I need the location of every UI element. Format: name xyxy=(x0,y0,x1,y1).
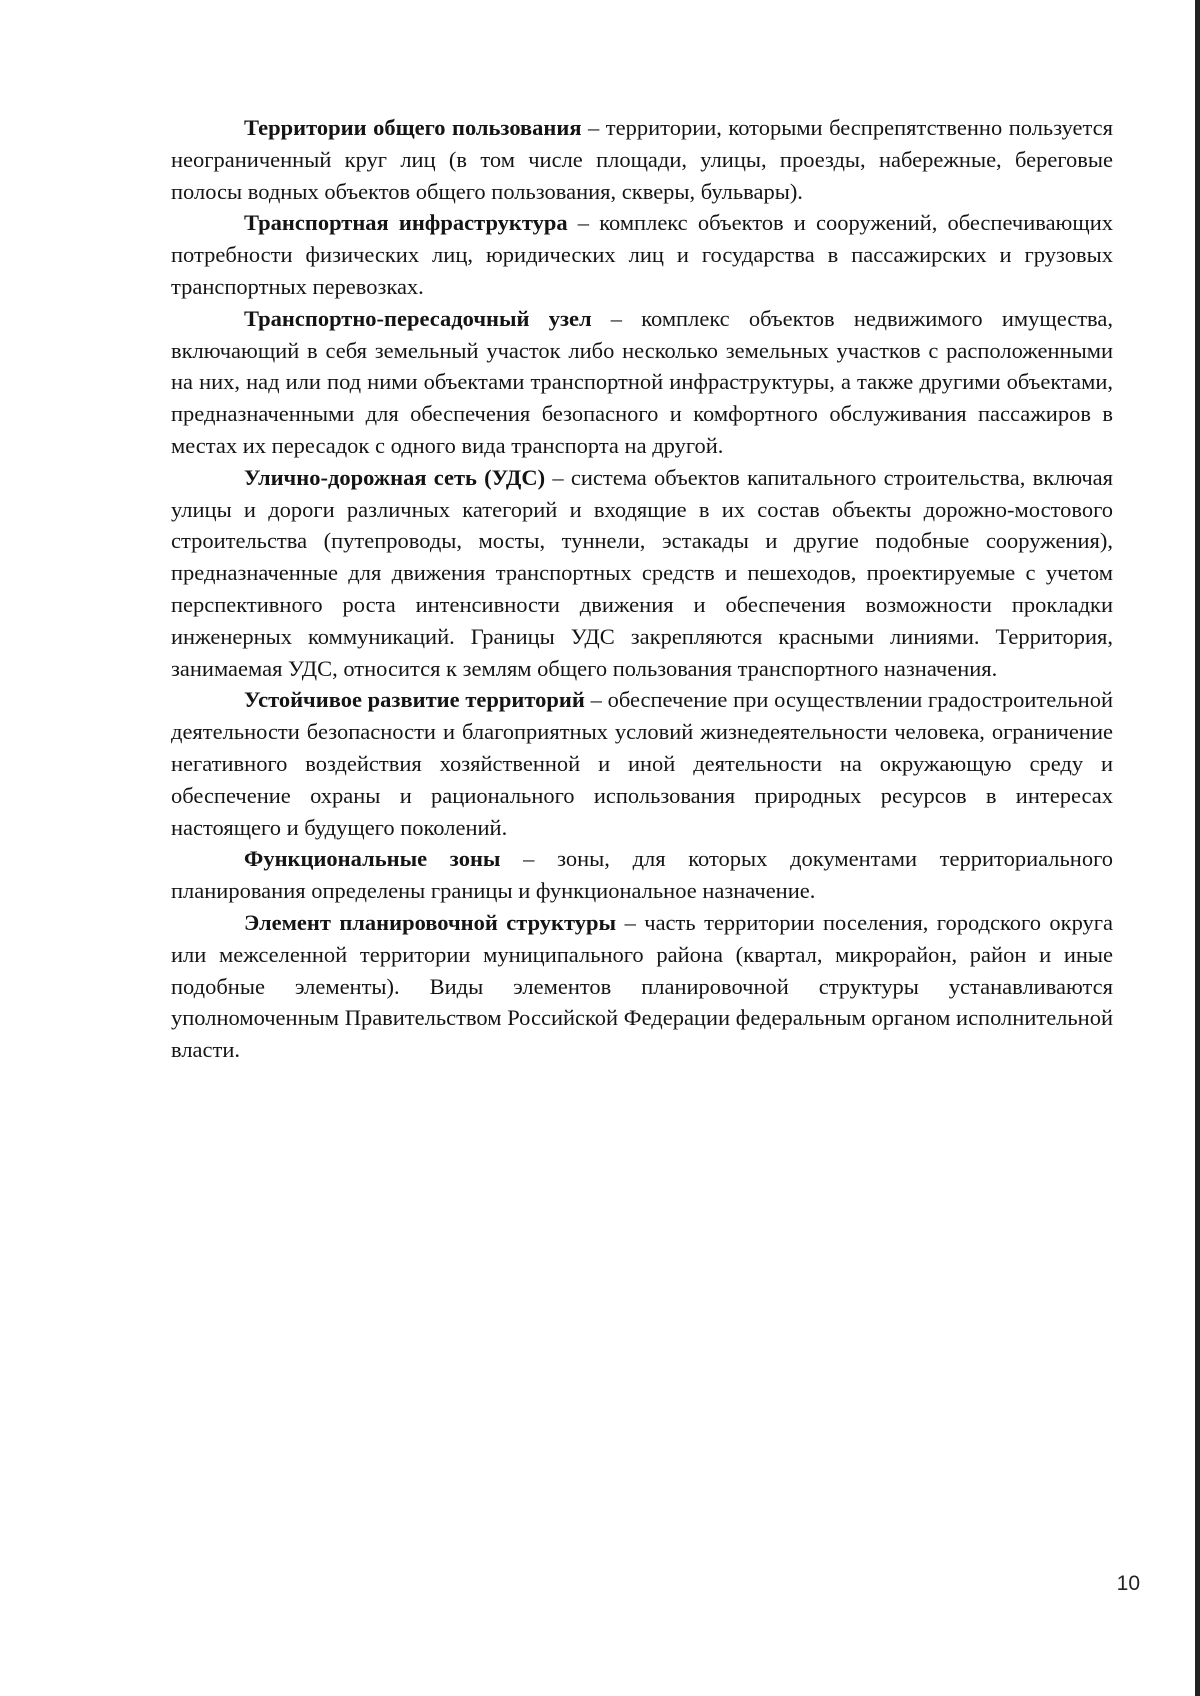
definition-term: Элемент планировочной структуры xyxy=(244,909,617,935)
document-body xyxy=(171,112,1113,1066)
definition-paragraph xyxy=(171,843,1113,907)
page-edge-border xyxy=(1195,0,1200,1696)
definition-text: – комплекс объектов недвижимого имущества, включающий в себя земельный участок либо несколько земельных участков с расположенными на них, над или под ними объектами транспортной инфраструктуры, а также другими объектами, предназначенными для обеспечения безопасного и комфортного обслуживания пассажиров в местах их пересадок с одного вида транспорта на другой. xyxy=(171,305,1113,458)
page-number: 10 xyxy=(1116,1572,1140,1595)
definition-text: – территории, которыми беспрепятственно пользуется неограниченный круг лиц (в том числе площади, улицы, проезды, набережные, береговые полосы водных объектов общего пользования, скверы, бульвары). xyxy=(171,115,1113,204)
definition-term: Устойчивое развитие территорий xyxy=(244,687,585,713)
definition-term: Транспортная инфраструктура xyxy=(244,210,568,236)
definition-text: – комплекс объектов и сооружений, обеспечивающих потребности физических лиц, юридических лиц и государства в пассажирских и грузовых транспортных перевозках. xyxy=(171,210,1113,299)
definition-text: – система объектов капитального строительства, включая улицы и дороги различных категорий и входящие в их состав объекты дорожно-мостового строительства (путепроводы, мосты, туннели, эстакады и другие подобные сооружения), предназначенные для движения транспортных средств и пешеходов, проектируемые с учетом перспективного роста интенсивности движения и обеспечения возможности прокладки инженерных коммуникаций. Границы УДС закрепляются красными линиями. Территория, занимаемая УДС, относится к землям общего пользования транспортного назначения. xyxy=(171,464,1113,681)
definition-paragraph xyxy=(171,207,1113,302)
definition-text: – часть территории поселения, городского округа или межселенной территории муниципального района (квартал, микрорайон, район и иные подобные элементы). Виды элементов планировочной структуры устанавливаются уполномоченным Правительством Российской Федерации федеральным органом исполнительной власти. xyxy=(171,909,1114,1063)
definition-text: – обеспечение при осуществлении градостроительной деятельности безопасности и благоприятных условий жизнедеятельности человека, ограничение негативного воздействия хозяйственной и иной деятельности на окружающую среду и обеспечение охраны и рационального использования природных ресурсов в интересах настоящего и будущего поколений. xyxy=(171,687,1114,840)
definition-paragraph xyxy=(171,462,1113,685)
definition-term: Транспортно-пересадочный узел xyxy=(244,305,592,331)
definition-paragraph xyxy=(171,907,1113,1066)
definition-text: – зоны, для которых документами территориального планирования определены границы и функциональное назначение. xyxy=(171,846,1113,904)
definition-paragraph xyxy=(171,684,1113,843)
definition-term: Территории общего пользования xyxy=(244,115,582,140)
definition-paragraph xyxy=(171,112,1113,207)
definition-term: Функциональные зоны xyxy=(244,846,501,872)
definition-term: Улично-дорожная сеть (УДС) xyxy=(244,464,546,490)
definition-paragraph xyxy=(171,303,1113,462)
